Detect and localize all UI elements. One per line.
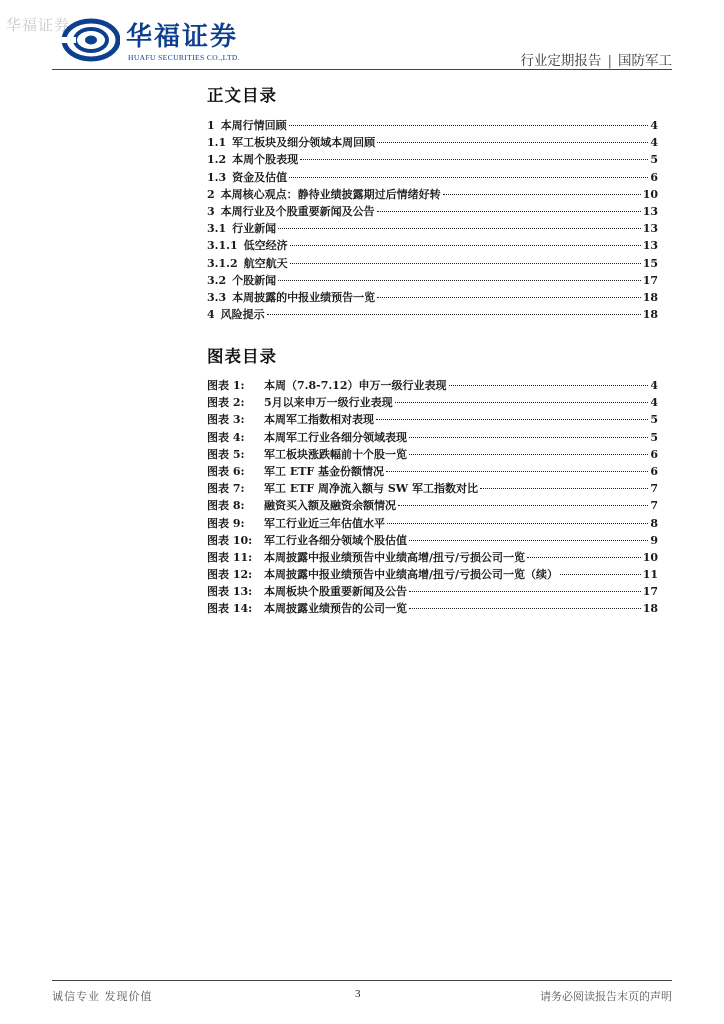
- footer-rule: [52, 980, 672, 981]
- entry-label: 融资买入额及融资余额情况: [264, 499, 396, 513]
- entry-leader-dots: [387, 523, 648, 524]
- entry-page-number: 6: [650, 447, 658, 461]
- entry-page-number: 6: [650, 170, 658, 184]
- entry-page-number: 13: [642, 222, 658, 236]
- entry-leader-dots: [377, 211, 641, 212]
- entry-number: 3.1.2: [207, 256, 238, 270]
- entry-leader-dots: [267, 314, 641, 315]
- entry-number: 4: [207, 308, 215, 322]
- entry-leader-dots: [409, 454, 648, 455]
- entry-page-number: 10: [642, 187, 658, 201]
- entry-page-number: 18: [642, 290, 658, 304]
- entry-leader-dots: [560, 574, 641, 575]
- figure-entry[interactable]: [207, 480, 658, 497]
- entry-label: 低空经济: [243, 239, 288, 253]
- entry-page-number: 15: [642, 256, 658, 270]
- header-separator: |: [607, 53, 612, 69]
- entry-page-number: 5: [650, 153, 658, 167]
- entry-number: 图表 12:: [207, 568, 253, 582]
- entry-label: 本周披露的中报业绩预告一览: [232, 290, 376, 304]
- entry-number: 3: [207, 204, 215, 218]
- figure-entry[interactable]: [207, 515, 658, 532]
- entry-label: 军工 ETF 基金份额情况: [264, 464, 385, 478]
- entry-page-number: 4: [650, 119, 658, 132]
- footer-disclaimer: 请务必阅读报告末页的声明: [540, 990, 672, 1003]
- entry-number: 1.1: [207, 136, 227, 150]
- figure-entry[interactable]: [207, 549, 658, 566]
- entry-page-number: 9: [650, 533, 658, 547]
- contents-entry[interactable]: [207, 169, 658, 186]
- figure-entry[interactable]: [207, 394, 658, 411]
- header-report-info: [520, 49, 672, 69]
- contents-list: [207, 117, 658, 323]
- entry-page-number: 7: [650, 499, 658, 513]
- figure-entry[interactable]: [207, 583, 658, 600]
- entry-number: 图表 10:: [207, 533, 253, 547]
- entry-number: 图表 9:: [207, 516, 245, 530]
- entry-label: 行业新闻: [232, 222, 277, 236]
- figure-entry[interactable]: [207, 463, 658, 480]
- header-report-type: 行业定期报告: [520, 53, 602, 69]
- entry-label: 军工行业近三年估值水平: [264, 516, 385, 530]
- contents-entry[interactable]: [207, 289, 658, 306]
- entry-page-number: 8: [650, 516, 658, 530]
- entry-page-number: 13: [642, 239, 658, 253]
- entry-leader-dots: [409, 591, 641, 592]
- entry-leader-dots: [449, 385, 649, 386]
- entry-page-number: 5: [650, 413, 658, 427]
- entry-number: 3.1.1: [207, 239, 238, 253]
- figure-entry[interactable]: [207, 497, 658, 514]
- entry-leader-dots: [386, 471, 648, 472]
- entry-leader-dots: [409, 437, 648, 438]
- entry-label: 5月以来申万一级行业表现: [264, 396, 393, 410]
- entry-label: 军工 ETF 周净流入额与 SW 军工指数对比: [264, 482, 478, 496]
- entry-number: 1.3: [207, 170, 227, 184]
- entry-label: 航空航天: [243, 256, 288, 270]
- entry-leader-dots: [289, 177, 648, 178]
- entry-leader-dots: [409, 608, 641, 609]
- entry-label: 本周军工指数相对表现: [264, 413, 374, 427]
- entry-label: 本周行情回顾: [220, 119, 287, 132]
- entry-page-number: 4: [650, 396, 658, 410]
- contents-entry[interactable]: [207, 134, 658, 151]
- figure-entry[interactable]: [207, 377, 658, 394]
- entry-number: 图表 4:: [207, 430, 245, 444]
- logo-name-en: HUAFU SECURITIES CO.,LTD.: [128, 53, 241, 62]
- entry-number: 图表 8:: [207, 499, 245, 513]
- entry-number: 图表 7:: [207, 482, 245, 496]
- figure-entry[interactable]: [207, 429, 658, 446]
- figure-entry[interactable]: [207, 532, 658, 549]
- entry-page-number: 4: [650, 136, 658, 150]
- entry-leader-dots: [377, 142, 648, 143]
- contents-title: 正文目录: [207, 86, 277, 105]
- contents-entry[interactable]: [207, 220, 658, 237]
- entry-label: 本周个股表现: [232, 153, 299, 167]
- entry-label: 本周（7.8-7.12）申万一级行业表现: [264, 379, 447, 392]
- entry-number: 3.3: [207, 290, 227, 304]
- contents-entry[interactable]: [207, 203, 658, 220]
- entry-page-number: 10: [642, 550, 658, 564]
- entry-label: 军工行业各细分领域个股估值: [264, 533, 407, 547]
- entry-number: 图表 14:: [207, 602, 253, 616]
- contents-entry[interactable]: [207, 255, 658, 272]
- entry-page-number: 11: [642, 568, 658, 582]
- entry-leader-dots: [290, 245, 641, 246]
- entry-label: 军工板块及细分领域本周回顾: [232, 136, 376, 150]
- entry-leader-dots: [527, 557, 641, 558]
- entry-leader-dots: [289, 125, 649, 126]
- figures-title: 图表目录: [207, 347, 277, 366]
- entry-page-number: 5: [650, 430, 658, 444]
- header-rule: [52, 69, 672, 70]
- company-logo: [62, 16, 272, 68]
- entry-label: 个股新闻: [232, 273, 277, 287]
- entry-number: 3.1: [207, 222, 227, 236]
- entry-label: 本周板块个股重要新闻及公告: [264, 585, 407, 599]
- entry-page-number: 18: [642, 602, 658, 616]
- logo-swirl-icon: [62, 18, 120, 62]
- entry-leader-dots: [480, 488, 648, 489]
- entry-number: 图表 6:: [207, 464, 245, 478]
- watermark: 华福证券: [6, 16, 71, 34]
- entry-leader-dots: [398, 505, 648, 506]
- entry-leader-dots: [278, 228, 641, 229]
- contents-entry[interactable]: [207, 186, 658, 203]
- header-industry: 国防军工: [618, 53, 672, 69]
- contents-entry[interactable]: [207, 237, 658, 254]
- entry-leader-dots: [395, 402, 649, 403]
- entry-leader-dots: [376, 419, 648, 420]
- entry-page-number: 4: [650, 379, 658, 392]
- entry-page-number: 13: [642, 204, 658, 218]
- entry-page-number: 17: [642, 273, 658, 287]
- entry-leader-dots: [278, 280, 641, 281]
- entry-label: 本周军工行业各细分领域表现: [264, 430, 407, 444]
- figure-entry[interactable]: [207, 411, 658, 428]
- entry-number: 图表 13:: [207, 585, 253, 599]
- entry-number: 图表 5:: [207, 447, 245, 461]
- entry-page-number: 17: [642, 585, 658, 599]
- figure-entry[interactable]: [207, 566, 658, 583]
- entry-label: 本周核心观点：静待业绩披露期过后情绪好转: [220, 187, 441, 201]
- entry-page-number: 18: [642, 308, 658, 322]
- figure-entry[interactable]: [207, 600, 658, 617]
- contents-entry[interactable]: [207, 272, 658, 289]
- entry-number: 1.2: [207, 153, 227, 167]
- entry-page-number: 7: [650, 482, 658, 496]
- footer-slogan: 诚信专业 发现价值: [52, 990, 153, 1003]
- entry-number: 图表 3:: [207, 413, 245, 427]
- entry-label: 本周行业及个股重要新闻及公告: [220, 204, 375, 218]
- page-number: 3: [355, 988, 361, 1000]
- entry-number: 3.2: [207, 273, 227, 287]
- entry-label: 风险提示: [220, 308, 265, 322]
- entry-leader-dots: [377, 297, 641, 298]
- entry-page-number: 6: [650, 464, 658, 478]
- contents-entry[interactable]: [207, 117, 658, 134]
- entry-number: 图表 1:: [207, 379, 245, 392]
- contents-entry[interactable]: [207, 306, 658, 323]
- entry-number: 图表 2:: [207, 396, 245, 410]
- entry-leader-dots: [300, 159, 648, 160]
- entry-number: 1: [207, 119, 215, 132]
- entry-label: 本周披露业绩预告的公司一览: [264, 602, 407, 616]
- entry-number: 图表 11:: [207, 550, 253, 564]
- logo-name-cn: 华福证券: [126, 22, 239, 52]
- contents-entry[interactable]: [207, 151, 658, 168]
- entry-label: 本周披露中报业绩预告中业绩高增/扭亏/亏损公司一览: [264, 550, 526, 564]
- entry-label: 军工板块涨跌幅前十个股一览: [264, 447, 407, 461]
- entry-label: 本周披露中报业绩预告中业绩高增/扭亏/亏损公司一览（续）: [264, 568, 559, 582]
- figure-entry[interactable]: [207, 446, 658, 463]
- figures-list: [207, 377, 658, 618]
- entry-number: 2: [207, 187, 215, 201]
- entry-leader-dots: [290, 263, 641, 264]
- entry-label: 资金及估值: [232, 170, 288, 184]
- entry-leader-dots: [409, 540, 648, 541]
- entry-leader-dots: [443, 194, 641, 195]
